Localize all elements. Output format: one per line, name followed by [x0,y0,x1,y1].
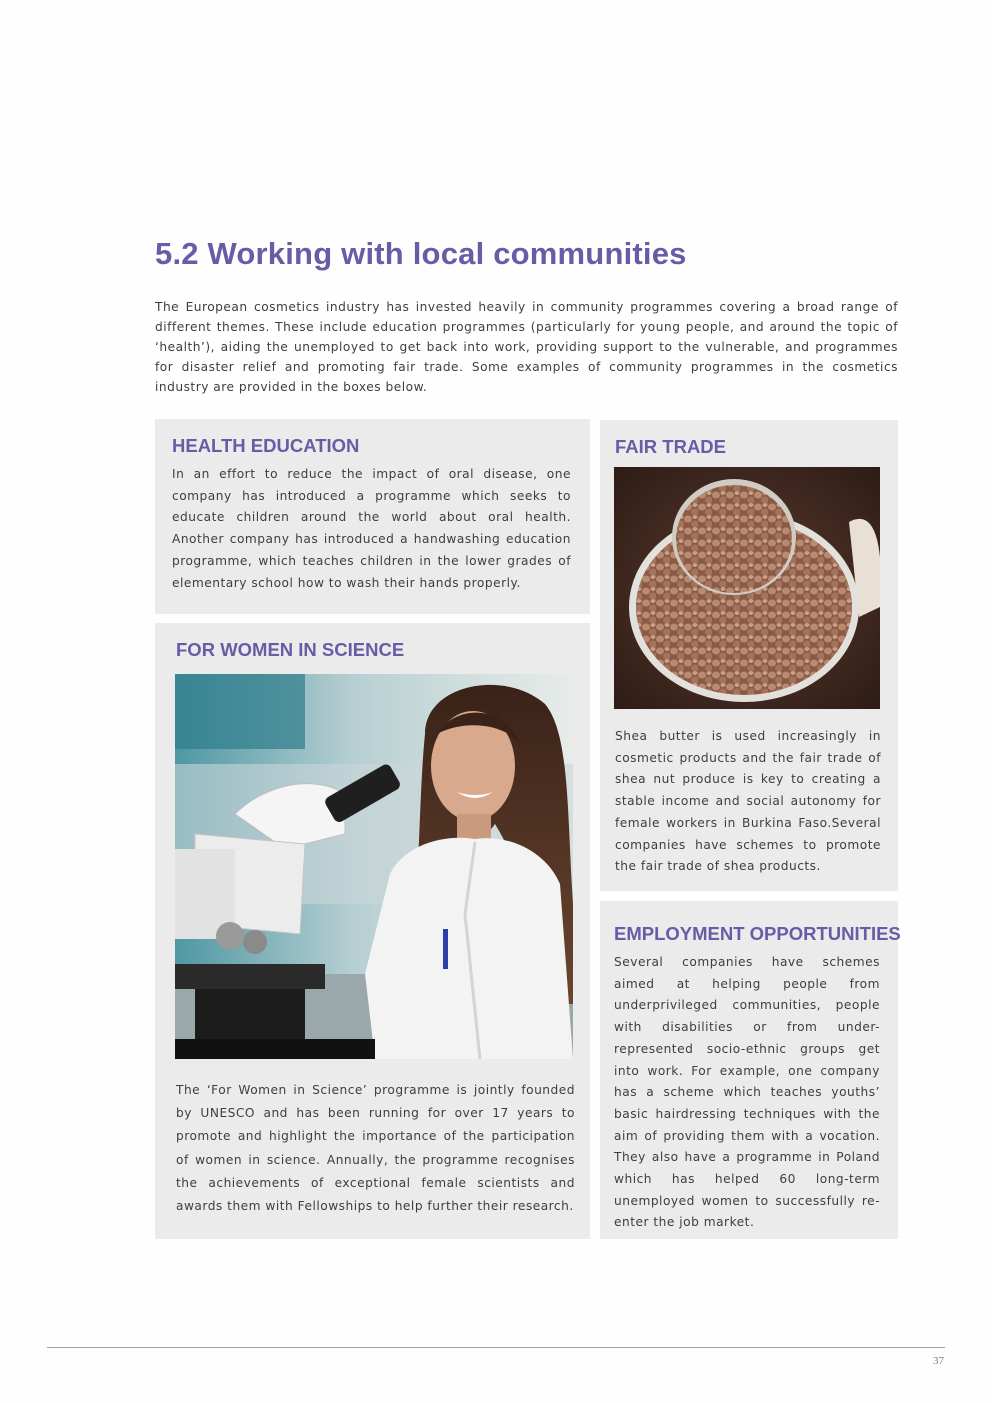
page-number: 37 [933,1355,944,1367]
section-heading: 5.2 Working with local communities [155,236,687,271]
intro-paragraph: The European cosmetics industry has invested heavily in community programmes covering a broad range of different themes. These include education programmes (particularly for young people, and around the topic of ‘health’), aiding the unemployed to get back into work, providing support to the vulnerable, and programmes for disaster relief and promoting fair trade. Some examples of community programmes in the cosmetics industry are provided in the boxes below. [155,300,898,394]
women-in-science-box [155,623,590,1239]
women-in-science-title: FOR WOMEN IN SCIENCE [176,639,405,660]
footer-rule [47,1347,945,1348]
fair-trade-text: Shea butter is used increasingly in cosmetic products and the fair trade of shea nut produce is key to creating a stable income and social autonomy for female workers in Burkina Faso.Several companies have schemes to promote the fair trade of shea products. [615,729,881,874]
health-education-box [155,419,590,614]
women-in-science-text: The ‘For Women in Science’ programme is jointly founded by UNESCO and has been running for over 17 years to promote and highlight the importance of the participation of women in science. Annually, the programme recognises the achievements of exceptional female scientists and awards them with Fellowships to help further their research. [176,1083,575,1214]
health-education-text: In an effort to reduce the impact of oral disease, one company has introduced a programme which seeks to educate children around the world about oral health. Another company has introduced a handwashing education programme, which teaches children in the lower grades of elementary school how to wash their hands properly. [172,467,571,590]
fair-trade-title: FAIR TRADE [615,436,726,457]
scientist-photo [175,674,573,1059]
fair-trade-box [600,420,898,891]
health-education-title: HEALTH EDUCATION [172,435,360,456]
shea-nuts-photo [614,467,880,709]
employment-opportunities-text: Several companies have schemes aimed at helping people from underprivileged communities, people with disabilities or from under-represented socio-ethnic groups get into work. For example, one company has a scheme which teaches youths’ basic hairdressing techniques with the aim of providing them with a vocation. They also have a programme in Poland which has helped 60 long-term unemployed women to successfully re-enter the job market. [614,955,880,1230]
employment-opportunities-title: EMPLOYMENT OPPORTUNITIES [614,923,901,944]
employment-opportunities-box [600,901,901,1239]
